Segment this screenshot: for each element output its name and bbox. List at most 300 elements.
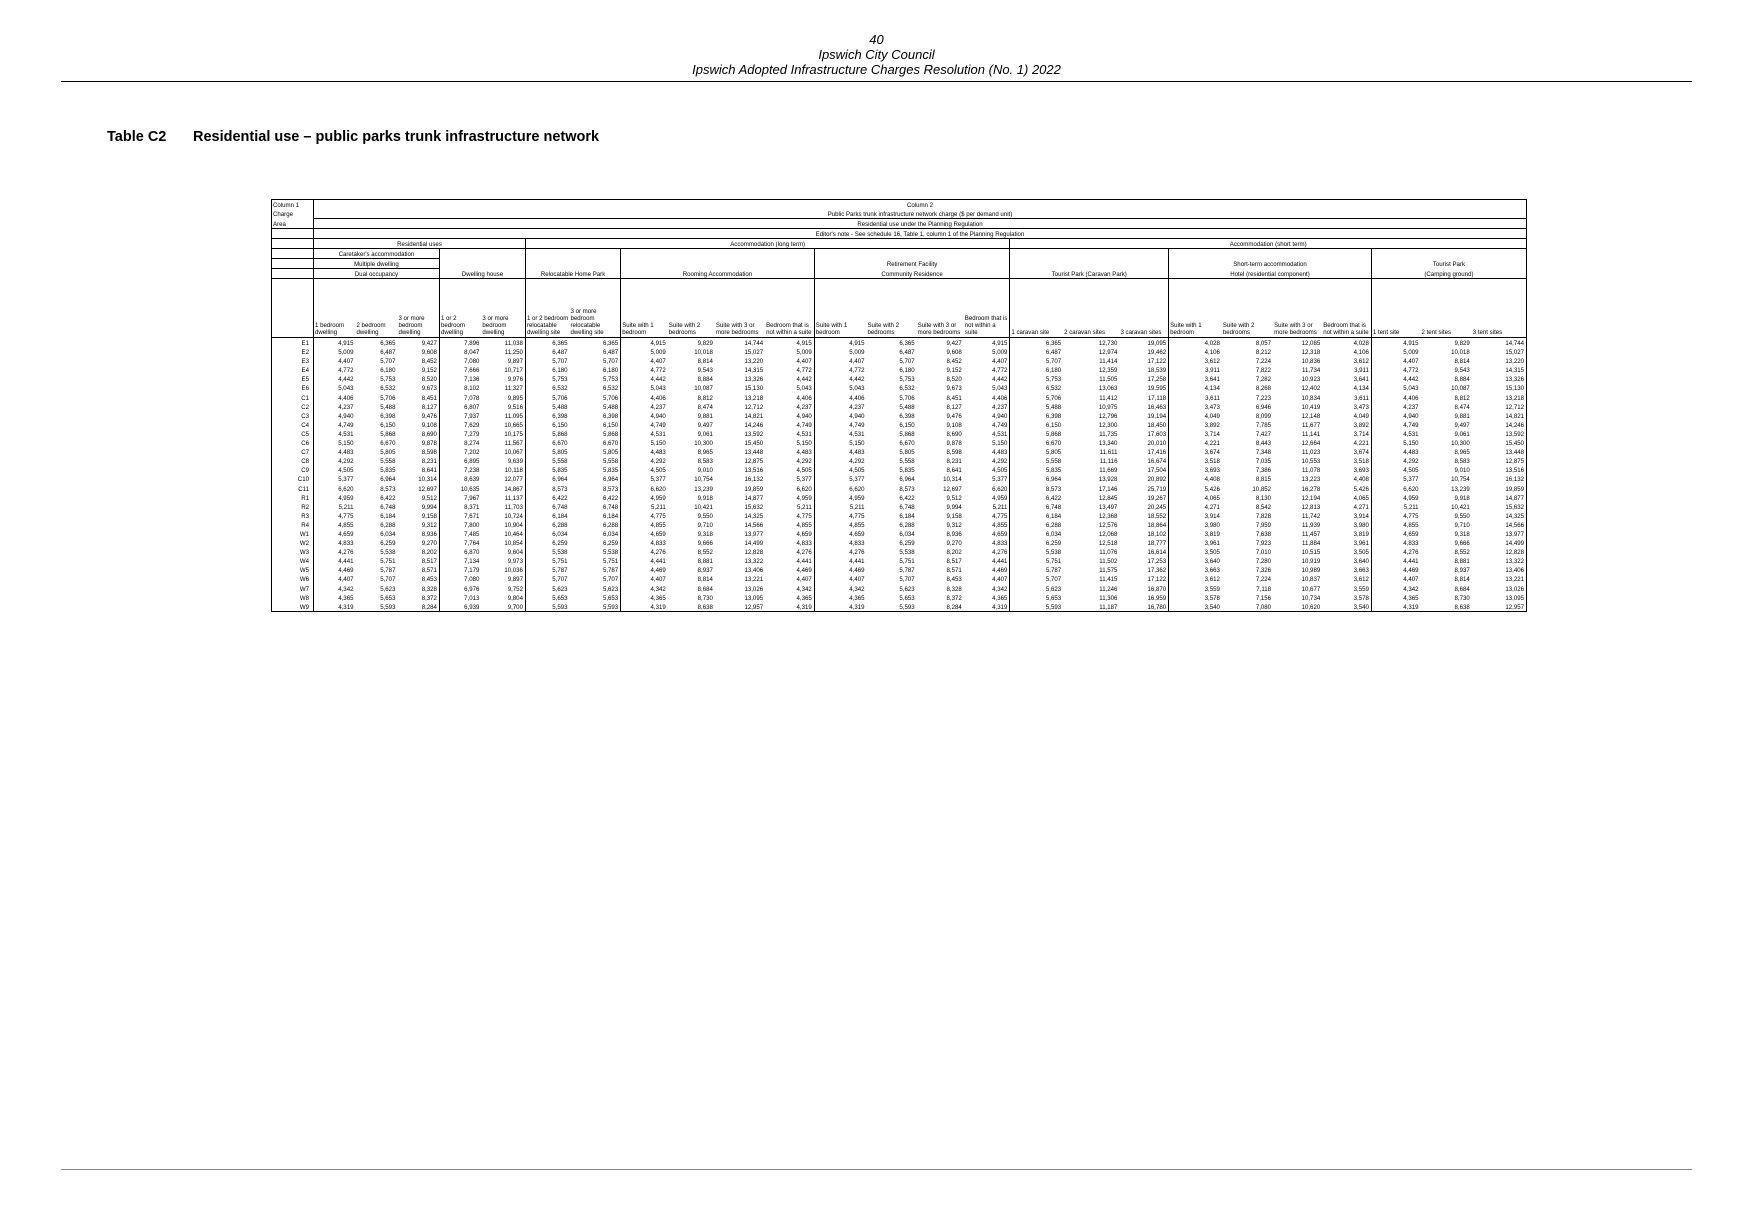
charge-value-cell: 4,407	[814, 356, 866, 365]
table-row	[272, 484, 1527, 493]
header-rule	[61, 81, 1692, 82]
table-row	[272, 393, 1527, 402]
charge-value-cell: 4,028	[1169, 338, 1222, 348]
charge-value-cell: 14,744	[1472, 338, 1527, 348]
charge-value-cell: 6,184	[602, 512, 619, 520]
charge-value-cell: 5,805	[525, 447, 569, 456]
table-row	[272, 565, 1527, 574]
charge-value-cell: 4,406	[814, 393, 866, 402]
charge-value-cell: 10,419	[1301, 403, 1321, 411]
charge-value-cell: 5,009	[1371, 347, 1420, 356]
column-header: Bedroom that is not within a suite	[964, 279, 1010, 338]
charge-value-cell: 5,706	[525, 393, 569, 402]
table-row	[272, 438, 1527, 447]
charge-value-cell: 12,697	[418, 485, 437, 493]
charge-value-cell: 17,122	[1147, 358, 1167, 366]
charge-value-cell: 8,573	[1010, 484, 1063, 493]
charge-value-cell: 4,959	[992, 494, 1008, 502]
charge-value-cell: 10,314	[418, 476, 437, 484]
charge-value-cell: 4,276	[1371, 547, 1420, 556]
charge-value-cell: 9,061	[697, 430, 713, 438]
charge-value-cell: 16,959	[1147, 594, 1167, 602]
table-row	[272, 502, 1527, 511]
charge-value-cell: 12,828	[1472, 547, 1527, 556]
charge-value-cell: 8,814	[697, 576, 713, 584]
subgroup-hotel: Hotel (residential component)	[1169, 269, 1372, 279]
charge-value-cell: 9,312	[421, 521, 437, 529]
charge-value-cell: 4,659	[313, 529, 355, 538]
charge-value-cell: 10,118	[504, 467, 523, 475]
charge-value-cell: 6,748	[1010, 502, 1063, 511]
charge-value-cell: 4,915	[796, 340, 812, 347]
charge-value-cell: 4,749	[814, 420, 866, 429]
charge-value-cell: 6,620	[313, 484, 355, 493]
charge-value-cell: 4,772	[1371, 365, 1420, 374]
charge-value-cell: 4,406	[313, 393, 355, 402]
charge-value-cell: 5,753	[899, 376, 915, 384]
charge-value-cell: 12,697	[943, 485, 962, 493]
charge-value-cell: 5,751	[380, 558, 396, 566]
charge-value-cell: 13,063	[1098, 385, 1118, 393]
council-name: Ipswich City Council	[818, 47, 935, 62]
charge-value-cell: 3,714	[1169, 429, 1222, 438]
charge-value-cell: 4,319	[621, 602, 668, 612]
charge-value-cell: 5,377	[313, 474, 355, 483]
charge-value-cell: 13,977	[1472, 529, 1527, 538]
charge-value-cell: 5,488	[525, 402, 569, 411]
charge-value-cell: 4,134	[1169, 383, 1222, 392]
charge-value-cell: 14,246	[1472, 420, 1527, 429]
group-long-term: Accommodation (long term)	[525, 239, 1009, 249]
charge-value-cell: 5,707	[899, 576, 915, 584]
charge-value-cell: 6,964	[1010, 474, 1063, 483]
charge-value-cell: 8,328	[946, 585, 962, 593]
charge-value-cell: 4,406	[796, 394, 812, 402]
charge-area-cell: R4	[272, 520, 314, 529]
charge-value-cell: 10,919	[1301, 558, 1321, 566]
charge-area-cell: R1	[272, 493, 314, 502]
charge-value-cell: 11,611	[1099, 449, 1118, 457]
charge-value-cell: 10,665	[504, 421, 523, 429]
charge-value-cell: 6,748	[899, 503, 915, 511]
charge-value-cell: 4,940	[814, 411, 866, 420]
table-row	[272, 338, 1527, 348]
col2-header-line1: Column 2	[313, 200, 1526, 210]
charge-value-cell: 7,785	[1255, 421, 1272, 429]
charge-value-cell: 6,422	[380, 494, 396, 502]
charge-value-cell: 8,814	[1454, 576, 1470, 584]
charge-value-cell: 4,292	[796, 458, 812, 466]
charge-value-cell: 3,612	[1353, 576, 1369, 584]
charge-value-cell: 5,426	[1169, 484, 1222, 493]
subgroup-spacer	[1010, 259, 1169, 269]
charge-value-cell: 7,959	[1255, 521, 1272, 529]
charge-value-cell: 14,877	[1472, 493, 1527, 502]
charge-value-cell: 4,959	[313, 493, 355, 502]
charge-value-cell: 5,593	[866, 602, 916, 612]
charge-value-cell: 4,365	[1371, 593, 1420, 602]
charge-value-cell: 4,049	[1353, 412, 1369, 420]
table-row	[272, 429, 1527, 438]
charge-value-cell: 4,407	[992, 358, 1008, 366]
charge-value-cell: 17,146	[1098, 485, 1118, 493]
charge-area-cell: W2	[272, 538, 314, 547]
charge-value-cell: 6,398	[525, 411, 569, 420]
col1-header-line3: Area	[272, 219, 314, 229]
charge-value-cell: 8,884	[697, 376, 713, 384]
charge-value-cell: 4,915	[814, 338, 866, 348]
charge-value-cell: 4,365	[796, 594, 812, 602]
charge-value-cell: 4,659	[814, 529, 866, 538]
table-row	[272, 593, 1527, 602]
charge-value-cell: 3,911	[1354, 367, 1369, 375]
charge-value-cell: 6,259	[602, 540, 619, 548]
charge-value-cell: 20,892	[1147, 476, 1167, 484]
charge-value-cell: 8,812	[1454, 394, 1470, 402]
charge-value-cell: 8,231	[946, 458, 962, 466]
charge-value-cell: 12,576	[1098, 521, 1118, 529]
charge-value-cell: 4,772	[621, 365, 668, 374]
charge-value-cell: 8,641	[421, 467, 437, 475]
charge-value-cell: 4,531	[1371, 429, 1420, 438]
charge-value-cell: 4,292	[1371, 456, 1420, 465]
charges-table	[271, 199, 1527, 612]
charge-value-cell: 19,859	[744, 485, 764, 493]
charge-value-cell: 17,258	[1147, 376, 1167, 384]
charge-value-cell: 5,707	[380, 358, 396, 366]
charge-value-cell: 4,407	[814, 574, 866, 583]
charge-value-cell: 11,187	[1063, 602, 1119, 612]
column-header: 1 tent site	[1371, 279, 1420, 338]
charge-value-cell: 8,690	[946, 430, 962, 438]
charge-value-cell: 5,707	[1010, 356, 1063, 365]
column-header: 3 or more bedroom dwelling	[481, 279, 525, 338]
charge-value-cell: 4,833	[796, 540, 812, 548]
charge-value-cell: 11,116	[1099, 458, 1118, 466]
charge-value-cell: 4,855	[621, 520, 668, 529]
charge-value-cell: 9,427	[946, 340, 962, 347]
charge-value-cell: 4,342	[1371, 584, 1420, 593]
column-header: Suite with 2 bedrooms	[1222, 279, 1273, 338]
charge-value-cell: 11,677	[1302, 421, 1321, 429]
charge-value-cell: 6,180	[602, 367, 619, 375]
charge-value-cell: 8,684	[697, 585, 713, 593]
charge-value-cell: 7,118	[1256, 585, 1272, 593]
charge-value-cell: 14,246	[744, 421, 764, 429]
charge-value-cell: 6,150	[380, 421, 396, 429]
charge-value-cell: 4,772	[796, 367, 812, 375]
charge-value-cell: 5,043	[814, 383, 866, 392]
charge-value-cell: 5,623	[899, 585, 915, 593]
charge-value-cell: 19,267	[1147, 494, 1167, 502]
charge-value-cell: 5,805	[380, 449, 396, 457]
charge-value-cell: 3,505	[1353, 549, 1369, 557]
charge-value-cell: 5,377	[1371, 474, 1420, 483]
column-header: 1 caravan site	[1010, 279, 1063, 338]
table-row	[272, 374, 1527, 383]
charge-value-cell: 7,348	[1255, 449, 1272, 457]
charge-value-cell: 6,964	[525, 474, 569, 483]
charge-value-cell: 17,603	[1147, 430, 1167, 438]
charge-value-cell: 9,881	[1454, 412, 1470, 420]
charge-value-cell: 6,259	[525, 538, 569, 547]
charge-value-cell: 4,342	[313, 584, 355, 593]
charge-value-cell: 5,805	[899, 449, 915, 457]
charge-value-cell: 14,867	[504, 485, 523, 493]
column-header: Bedroom that is not within a suite	[765, 279, 814, 338]
charge-value-cell: 6,288	[525, 520, 569, 529]
charge-value-cell: 12,194	[1301, 494, 1321, 502]
charge-value-cell: 4,469	[992, 567, 1008, 575]
charge-area-cell: W9	[272, 602, 314, 612]
charge-value-cell: 10,300	[1451, 440, 1470, 448]
subgroup-camping-ground: (Camping ground)	[1371, 269, 1526, 279]
charge-value-cell: 13,095	[744, 594, 764, 602]
charge-value-cell: 18,450	[1147, 421, 1167, 429]
charge-value-cell: 8,552	[697, 549, 713, 557]
charge-value-cell: 5,009	[796, 349, 812, 357]
charge-value-cell: 11,502	[1099, 558, 1118, 566]
charge-value-cell: 4,505	[313, 465, 355, 474]
charge-value-cell: 8,684	[1454, 585, 1470, 593]
charge-value-cell: 13,239	[694, 485, 713, 493]
charge-value-cell: 7,224	[1255, 576, 1272, 584]
charge-value-cell: 17,416	[1147, 449, 1167, 457]
charge-value-cell: 13,220	[744, 358, 764, 366]
charge-value-cell: 4,319	[964, 602, 1010, 612]
charge-value-cell: 9,976	[507, 376, 523, 384]
table-row	[272, 383, 1527, 392]
subgroup-spacer	[1169, 249, 1372, 259]
charge-value-cell: 9,427	[421, 340, 437, 347]
subgroup-spacer	[621, 259, 815, 269]
charge-value-cell: 3,911	[1169, 365, 1222, 374]
charge-value-cell: 8,099	[1255, 412, 1272, 420]
table-title: Residential use – public parks trunk infrastructure network	[193, 129, 600, 145]
charge-area-cell: C2	[272, 402, 314, 411]
charge-value-cell: 8,571	[421, 567, 437, 575]
charge-value-cell: 4,833	[313, 538, 355, 547]
charge-value-cell: 5,211	[1371, 502, 1420, 511]
charge-value-cell: 11,505	[1099, 376, 1118, 384]
charge-value-cell: 4,271	[1353, 503, 1369, 511]
charge-value-cell: 10,837	[1301, 576, 1321, 584]
charge-value-cell: 6,180	[1010, 365, 1063, 374]
charge-value-cell: 4,833	[621, 538, 668, 547]
charge-value-cell: 15,632	[1472, 502, 1527, 511]
charge-value-cell: 8,451	[946, 394, 962, 402]
charge-value-cell: 7,078	[439, 393, 481, 402]
charge-value-cell: 6,259	[899, 540, 915, 548]
charge-value-cell: 12,085	[1301, 340, 1321, 347]
charge-value-cell: 4,106	[1169, 347, 1222, 356]
charge-value-cell: 10,620	[1273, 602, 1322, 612]
charge-value-cell: 6,976	[439, 584, 481, 593]
column-header: Suite with 2 bedrooms	[668, 279, 715, 338]
charge-value-cell: 5,593	[525, 602, 569, 612]
charge-value-cell: 4,855	[313, 520, 355, 529]
charge-area-cell: R3	[272, 511, 314, 520]
table-row	[272, 411, 1527, 420]
charge-value-cell: 5,707	[602, 358, 619, 366]
table-row	[272, 456, 1527, 465]
charge-value-cell: 4,292	[992, 458, 1008, 466]
charge-value-cell: 8,573	[899, 485, 915, 493]
subgroup-multiple-dwelling: Multiple dwelling	[313, 259, 439, 269]
charge-value-cell: 4,775	[621, 511, 668, 520]
footer-rule	[61, 1169, 1692, 1170]
table-row	[272, 347, 1527, 356]
charge-value-cell: 6,620	[1371, 484, 1420, 493]
column-header: 3 or more bedroom dwelling	[397, 279, 439, 338]
charge-value-cell: 8,881	[1454, 558, 1470, 566]
charge-value-cell: 6,184	[1010, 511, 1063, 520]
charge-value-cell: 4,407	[796, 358, 812, 366]
charge-value-cell: 16,278	[1301, 485, 1321, 493]
charge-value-cell: 5,868	[899, 430, 915, 438]
charge-value-cell: 13,026	[744, 585, 764, 593]
charge-value-cell: 10,087	[1451, 385, 1470, 393]
subgroup-tourist-caravan-park: Tourist Park (Caravan Park)	[1010, 269, 1169, 279]
charge-value-cell: 4,365	[313, 593, 355, 602]
column-header: 3 tent sites	[1472, 279, 1527, 338]
table-row	[272, 365, 1527, 374]
column-header: 1 bedroom dwelling	[313, 279, 355, 338]
charge-value-cell: 9,878	[946, 440, 962, 448]
column-header: 3 or more bedroom relocatable dwelling site	[569, 279, 620, 338]
column-header: 2 tent sites	[1421, 279, 1472, 338]
charge-value-cell: 16,132	[744, 476, 764, 484]
charge-value-cell: 4,469	[814, 565, 866, 574]
charge-value-cell: 4,749	[621, 420, 668, 429]
charge-value-cell: 11,141	[1302, 430, 1321, 438]
charge-value-cell: 10,635	[439, 484, 481, 493]
charge-value-cell: 9,152	[946, 367, 962, 375]
charge-area-cell: E5	[272, 374, 314, 383]
charge-value-cell: 3,640	[1353, 558, 1369, 566]
charge-value-cell: 8,881	[697, 558, 713, 566]
charge-value-cell: 6,288	[602, 521, 619, 529]
charge-value-cell: 4,441	[796, 558, 812, 566]
charge-value-cell: 5,787	[602, 567, 619, 575]
charge-value-cell: 8,284	[917, 602, 964, 612]
charge-value-cell: 4,237	[992, 403, 1008, 411]
charge-value-cell: 3,892	[1169, 420, 1222, 429]
charge-value-cell: 3,663	[1169, 565, 1222, 574]
charge-value-cell: 9,829	[1454, 340, 1470, 347]
charge-value-cell: 11,078	[1302, 467, 1321, 475]
charge-area-cell: E2	[272, 347, 314, 356]
charge-value-cell: 7,179	[439, 565, 481, 574]
charge-value-cell: 4,441	[814, 556, 866, 565]
charge-value-cell: 12,368	[1098, 512, 1118, 520]
charge-value-cell: 5,787	[380, 567, 396, 575]
charge-value-cell: 14,744	[744, 340, 764, 347]
charge-value-cell: 6,748	[380, 503, 396, 511]
charge-value-cell: 10,904	[504, 521, 523, 529]
charge-value-cell: 4,531	[796, 430, 812, 438]
charge-value-cell: 8,517	[421, 558, 437, 566]
charge-value-cell: 4,407	[1371, 356, 1420, 365]
charge-value-cell: 8,520	[421, 376, 437, 384]
charge-value-cell: 17,253	[1147, 558, 1167, 566]
charge-value-cell: 4,271	[1169, 502, 1222, 511]
charge-value-cell: 12,845	[1098, 494, 1118, 502]
charge-value-cell: 18,539	[1147, 367, 1167, 375]
charge-value-cell: 8,937	[697, 567, 713, 575]
table-row	[272, 511, 1527, 520]
charge-value-cell: 20,245	[1147, 503, 1167, 511]
charge-value-cell: 18,864	[1147, 521, 1167, 529]
charge-value-cell: 19,595	[1147, 385, 1167, 393]
charge-value-cell: 5,593	[569, 602, 620, 612]
charge-value-cell: 5,623	[380, 585, 396, 593]
charge-value-cell: 16,780	[1119, 602, 1168, 612]
charge-value-cell: 6,964	[602, 476, 619, 484]
charge-value-cell: 4,483	[313, 447, 355, 456]
subgroup-spacer	[439, 249, 525, 259]
charge-value-cell: 6,365	[1010, 338, 1063, 348]
charge-value-cell: 4,959	[621, 493, 668, 502]
charge-value-cell: 9,543	[697, 367, 713, 375]
charge-value-cell: 6,259	[1010, 538, 1063, 547]
charge-value-cell: 9,010	[697, 467, 713, 475]
charge-value-cell: 4,441	[621, 556, 668, 565]
charge-value-cell: 5,538	[1010, 547, 1063, 556]
charge-area-cell: C11	[272, 484, 314, 493]
column-header: 3 caravan sites	[1119, 279, 1168, 338]
charge-value-cell: 13,218	[1472, 393, 1527, 402]
charge-value-cell: 5,753	[602, 376, 619, 384]
charge-value-cell: 5,707	[602, 576, 619, 584]
charge-value-cell: 7,013	[439, 593, 481, 602]
charge-value-cell: 4,276	[814, 547, 866, 556]
charge-value-cell: 11,137	[504, 494, 523, 502]
charge-value-cell: 8,641	[946, 467, 962, 475]
charge-value-cell: 6,288	[380, 521, 396, 529]
charge-area-cell: W1	[272, 529, 314, 538]
charge-value-cell: 5,150	[313, 438, 355, 447]
charge-value-cell: 12,712	[744, 403, 764, 411]
charge-value-cell: 8,598	[946, 449, 962, 457]
charge-value-cell: 8,638	[1421, 602, 1472, 612]
charge-value-cell: 8,965	[697, 449, 713, 457]
charge-value-cell: 9,752	[507, 585, 523, 593]
charge-value-cell: 4,505	[992, 467, 1008, 475]
charge-value-cell: 8,268	[1255, 385, 1272, 393]
charge-value-cell: 15,130	[744, 385, 764, 393]
table-row	[272, 520, 1527, 529]
charge-value-cell: 8,730	[1454, 594, 1470, 602]
table-row	[272, 584, 1527, 593]
charge-value-cell: 13,223	[1301, 476, 1321, 484]
charge-value-cell: 6,946	[1255, 403, 1272, 411]
charge-value-cell: 15,450	[1472, 438, 1527, 447]
charge-value-cell: 4,833	[992, 540, 1008, 548]
charge-value-cell: 14,566	[1472, 520, 1527, 529]
charge-value-cell: 7,822	[1255, 367, 1272, 375]
charge-area-cell: C5	[272, 429, 314, 438]
charge-value-cell: 9,666	[1454, 540, 1470, 548]
charge-value-cell: 3,611	[1354, 394, 1369, 402]
charge-value-cell: 9,108	[946, 421, 962, 429]
charge-value-cell: 6,670	[380, 440, 396, 448]
charge-value-cell: 14,325	[744, 512, 764, 520]
charge-value-cell: 5,211	[621, 502, 668, 511]
subgroup-spacer	[525, 259, 620, 269]
charge-value-cell: 5,707	[1010, 574, 1063, 583]
charge-value-cell: 8,102	[439, 383, 481, 392]
